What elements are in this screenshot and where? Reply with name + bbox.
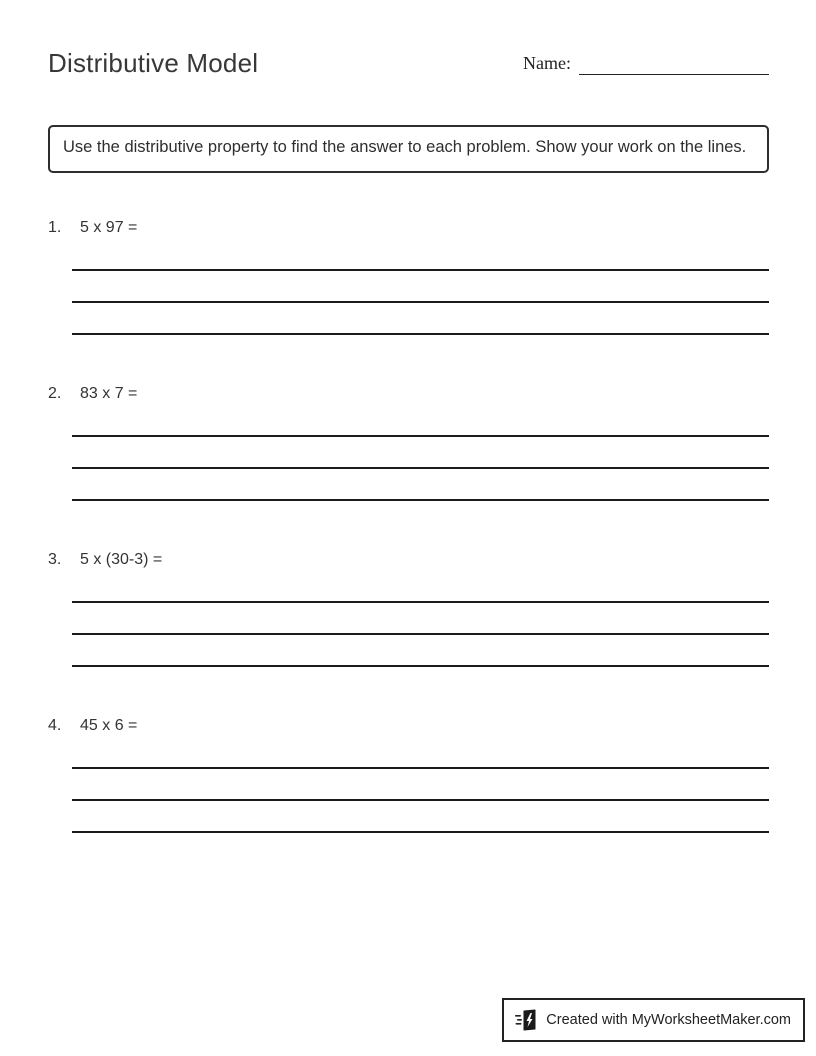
work-lines	[72, 405, 769, 501]
work-line	[72, 239, 769, 271]
problem-expression: 5 x 97 =	[80, 219, 138, 237]
problem-item-1	[48, 217, 769, 335]
footer-credit-badge	[502, 998, 805, 1042]
work-line	[72, 271, 769, 303]
work-line	[72, 635, 769, 667]
problem-text	[48, 549, 769, 571]
problem-expression: 83 x 7 =	[80, 385, 138, 403]
work-line	[72, 769, 769, 801]
work-line	[72, 737, 769, 769]
problem-item-4	[48, 715, 769, 833]
name-blank-line	[579, 56, 769, 75]
instructions-text: Use the distributive property to find the answer to each problem. Show your work on the lines.	[63, 138, 747, 157]
work-line	[72, 437, 769, 469]
name-field	[523, 53, 769, 75]
name-label: Name:	[523, 53, 571, 73]
work-line	[72, 603, 769, 635]
work-lines	[72, 239, 769, 335]
worksheet-maker-logo-icon	[514, 1008, 538, 1032]
footer-credit-text: Created with MyWorksheetMaker.com	[546, 1012, 791, 1028]
page-title: Distributive Model	[48, 48, 259, 78]
work-line	[72, 405, 769, 437]
problems-list	[48, 217, 769, 833]
problem-item-2	[48, 383, 769, 501]
work-line	[72, 469, 769, 501]
problem-expression: 5 x (30-3) =	[80, 551, 163, 569]
header	[48, 48, 769, 79]
problem-text	[48, 217, 769, 239]
problem-expression: 45 x 6 =	[80, 717, 138, 735]
work-line	[72, 303, 769, 335]
work-lines	[72, 571, 769, 667]
problem-number: 2.	[48, 385, 62, 403]
instructions-box	[48, 125, 769, 173]
problem-item-3	[48, 549, 769, 667]
problem-text	[48, 715, 769, 737]
problem-number: 3.	[48, 551, 62, 569]
problem-number: 4.	[48, 717, 62, 735]
problem-text	[48, 383, 769, 405]
work-lines	[72, 737, 769, 833]
work-line	[72, 801, 769, 833]
problem-number: 1.	[48, 219, 62, 237]
work-line	[72, 571, 769, 603]
